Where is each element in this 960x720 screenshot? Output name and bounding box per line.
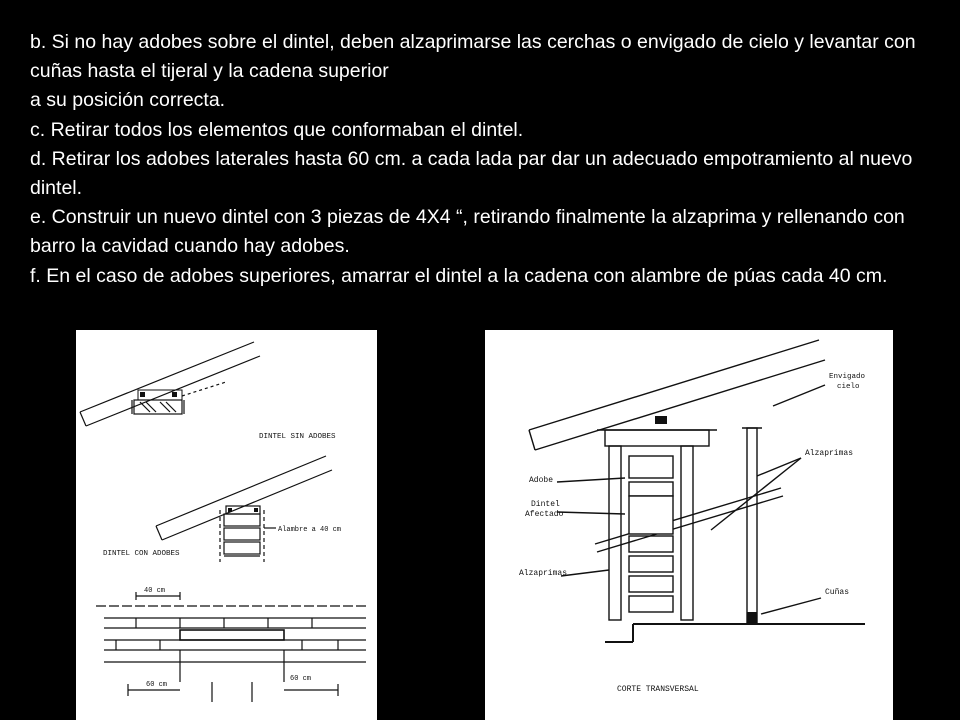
dintel-details-drawing	[76, 330, 377, 720]
instruction-text	[30, 28, 945, 291]
instruction-f: f. En el caso de adobes superiores, amarrar el dintel a la cadena con alambre de púas cada 40 cm.	[30, 264, 888, 287]
label-alzaprimas-left: Alzaprimas	[519, 569, 568, 578]
label-envigado: Envigado	[829, 373, 866, 381]
label-adobe: Adobe	[529, 476, 554, 485]
label-dintel-con-adobes: DINTEL CON ADOBES	[103, 550, 180, 558]
label-cunas: Cuñas	[825, 588, 850, 597]
label-alambre: Alambre a 40 cm	[278, 526, 342, 534]
corte-transversal-drawing	[485, 330, 893, 720]
instruction-e: e. Construir un nuevo dintel con 3 piezas de 4X4 “, retirando finalmente la alzaprima y rellenando con barro la cavidad cuando hay adobes.	[30, 206, 905, 258]
label-dim-40cm: 40 cm	[144, 587, 166, 595]
instruction-d: d. Retirar los adobes laterales hasta 60 cm. a cada lada par dar un adecuado empotramiento al nuevo dintel.	[30, 147, 913, 200]
instruction-b: b. Si no hay adobes sobre el dintel, deben alzaprimarse las cerchas o envigado de cielo y levantar con cuñas hasta el tijeral y la cadena superior	[30, 31, 916, 83]
dintel-details-figure	[76, 330, 377, 720]
label-alzaprimas-right: Alzaprimas	[805, 449, 854, 458]
instruction-c: c. Retirar todos los elementos que conformaban el dintel.	[30, 118, 524, 141]
corte-transversal-figure	[485, 330, 893, 720]
label-afectado: Afectado	[525, 510, 564, 519]
label-dintel: Dintel	[531, 500, 560, 509]
label-dim-60cm-right: 60 cm	[290, 675, 312, 683]
instruction-b-cont: a su posición correcta.	[30, 89, 226, 112]
label-dintel-sin-adobes: DINTEL SIN ADOBES	[259, 433, 336, 441]
caption-corte-transversal: CORTE TRANSVERSAL	[617, 685, 699, 694]
label-dim-60cm-left: 60 cm	[146, 681, 168, 689]
label-cielo: cielo	[837, 383, 860, 391]
